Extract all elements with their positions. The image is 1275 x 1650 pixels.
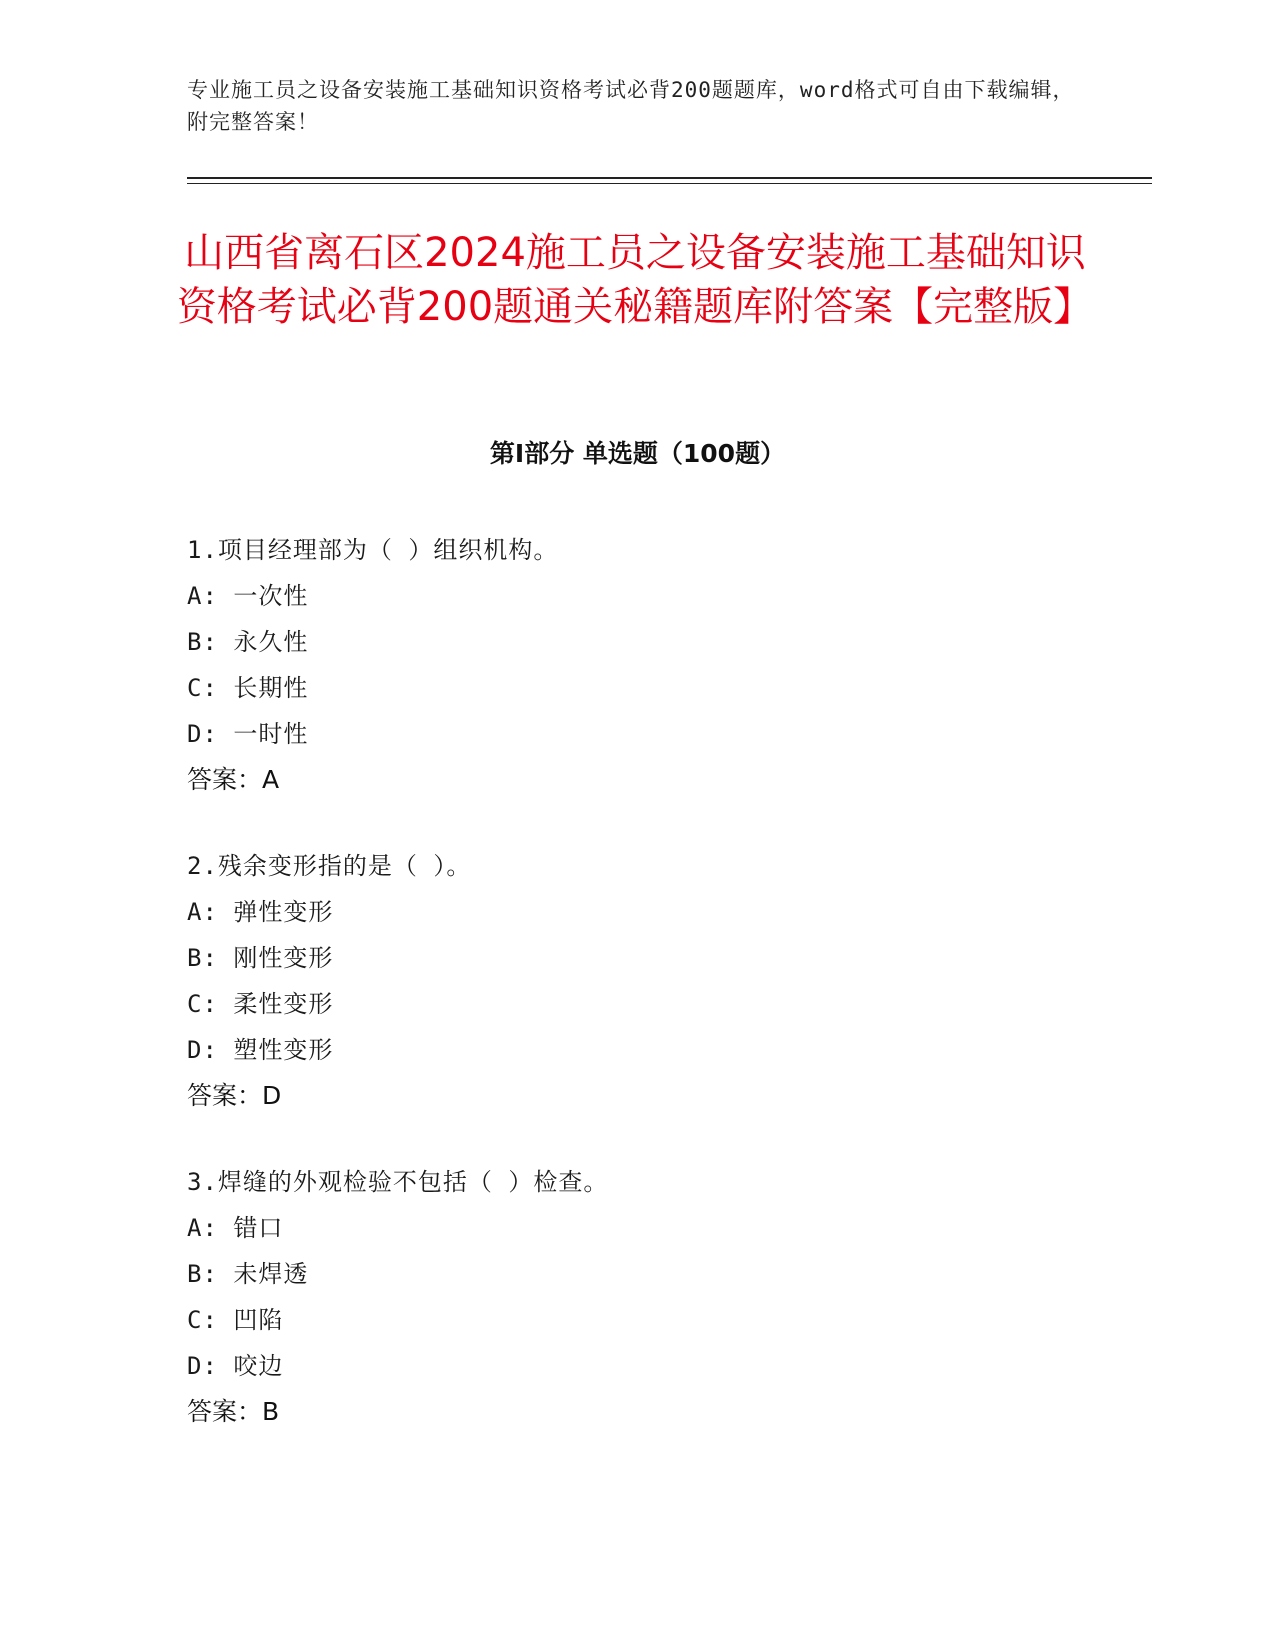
question-item xyxy=(187,1159,1137,1435)
option-d: D: 塑性变形 xyxy=(187,1036,334,1064)
answer-line: 答案：B xyxy=(187,1397,280,1426)
option-b: B: 未焊透 xyxy=(187,1260,309,1288)
option-c: C: 凹陷 xyxy=(187,1306,284,1334)
option-a: A: 一次性 xyxy=(187,582,309,610)
document-title: 山西省离石区2024施工员之设备安装施工基础知识资格考试必背200题通关秘籍题库附答案【完整版】 xyxy=(176,230,1094,330)
option-b: B: 永久性 xyxy=(187,628,309,656)
question-item xyxy=(187,527,1137,803)
header-rule-thin xyxy=(187,183,1152,184)
question-stem: 1.项目经理部为（ ）组织机构。 xyxy=(187,536,559,564)
answer-line: 答案：D xyxy=(187,1081,282,1110)
header-note: 专业施工员之设备安装施工基础知识资格考试必背200题题库，word格式可自由下载编辑，附完整答案！ xyxy=(187,78,1075,134)
option-b: B: 刚性变形 xyxy=(187,944,334,972)
answer-line: 答案：A xyxy=(187,765,280,794)
option-d: D: 咬边 xyxy=(187,1352,284,1380)
question-stem: 3.焊缝的外观检验不包括（ ）检查。 xyxy=(187,1168,609,1196)
option-a: A: 错口 xyxy=(187,1214,284,1242)
header-rule-thick xyxy=(187,177,1152,179)
option-d: D: 一时性 xyxy=(187,720,309,748)
option-c: C: 长期性 xyxy=(187,674,309,702)
question-item xyxy=(187,843,1137,1119)
option-a: A: 弹性变形 xyxy=(187,898,334,926)
question-stem: 2.残余变形指的是（ ）。 xyxy=(187,852,472,880)
question-list xyxy=(187,527,1137,1475)
section-heading: 第Ⅰ部分 单选题（100题） xyxy=(489,439,786,468)
option-c: C: 柔性变形 xyxy=(187,990,334,1018)
